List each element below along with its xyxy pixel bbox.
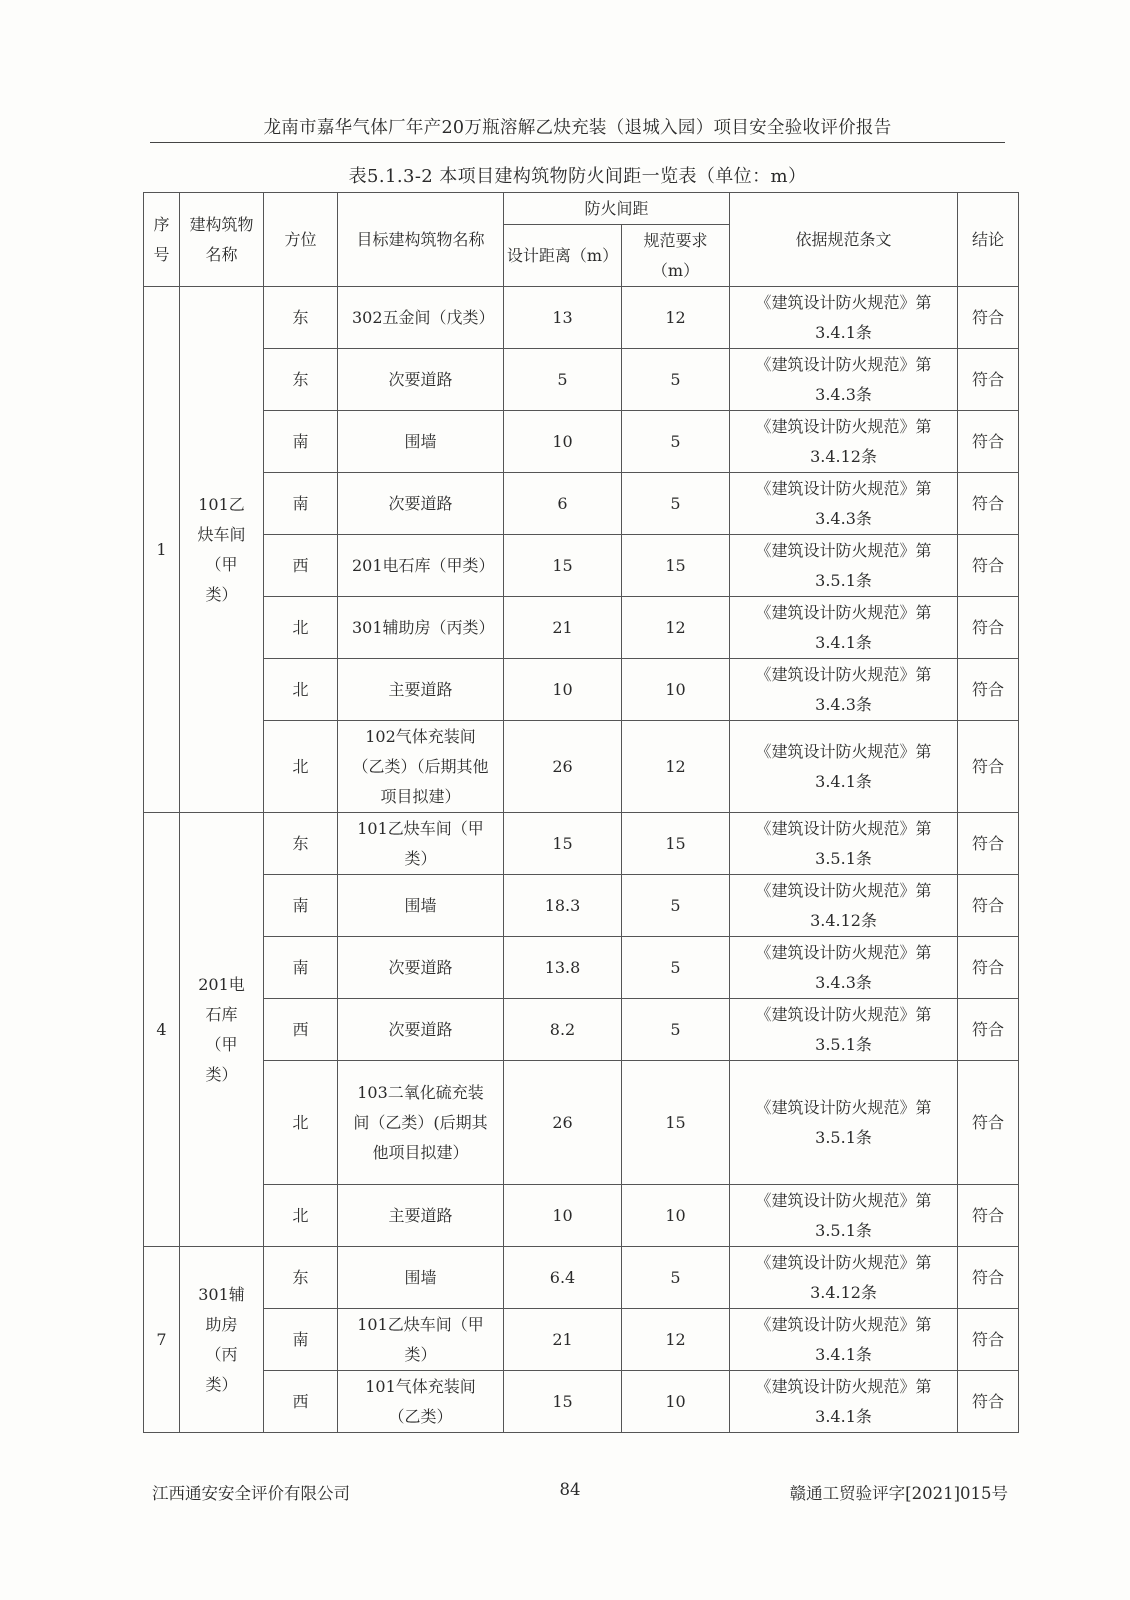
table-body — [144, 287, 1019, 1433]
col-header-design-distance: 设计距离（m） — [504, 225, 622, 287]
target-building-cell: 101气体充装间（乙类） — [338, 1371, 504, 1433]
table-row — [144, 875, 1019, 937]
direction-cell: 南 — [264, 937, 338, 999]
direction-cell: 北 — [264, 721, 338, 813]
required-distance-cell: 10 — [622, 659, 730, 721]
col-header-target: 目标建构筑物名称 — [338, 193, 504, 287]
conclusion-cell: 符合 — [958, 813, 1019, 875]
target-building-cell: 主要道路 — [338, 659, 504, 721]
header-divider — [150, 142, 1005, 143]
basis-cell: 《建筑设计防火规范》第3.4.12条 — [730, 411, 958, 473]
direction-cell: 北 — [264, 659, 338, 721]
basis-cell: 《建筑设计防火规范》第3.5.1条 — [730, 813, 958, 875]
target-building-cell: 301辅助房（丙类） — [338, 597, 504, 659]
direction-cell: 西 — [264, 999, 338, 1061]
direction-cell: 东 — [264, 349, 338, 411]
col-header-index: 序号 — [144, 193, 180, 287]
required-distance-cell: 12 — [622, 721, 730, 813]
basis-cell: 《建筑设计防火规范》第3.4.1条 — [730, 597, 958, 659]
direction-cell: 东 — [264, 1247, 338, 1309]
target-building-cell: 102气体充装间（乙类）（后期其他项目拟建） — [338, 721, 504, 813]
table-caption: 表5.1.3-2 本项目建构筑物防火间距一览表（单位：m） — [348, 166, 807, 187]
direction-cell: 南 — [264, 473, 338, 535]
direction-cell: 西 — [264, 535, 338, 597]
conclusion-cell: 符合 — [958, 1371, 1019, 1433]
required-distance-cell: 5 — [622, 1247, 730, 1309]
basis-cell: 《建筑设计防火规范》第3.4.1条 — [730, 287, 958, 349]
table-row — [144, 1061, 1019, 1185]
row-index: 1 — [144, 287, 180, 813]
design-distance-cell: 18.3 — [504, 875, 622, 937]
table-row — [144, 349, 1019, 411]
direction-cell: 西 — [264, 1371, 338, 1433]
required-distance-cell: 5 — [622, 875, 730, 937]
row-index: 7 — [144, 1247, 180, 1433]
conclusion-cell: 符合 — [958, 411, 1019, 473]
basis-cell: 《建筑设计防火规范》第3.4.3条 — [730, 937, 958, 999]
table-row — [144, 999, 1019, 1061]
direction-cell: 南 — [264, 411, 338, 473]
design-distance-cell: 26 — [504, 1061, 622, 1185]
design-distance-cell: 26 — [504, 721, 622, 813]
report-header-title: 龙南市嘉华气体厂年产20万瓶溶解乙炔充装（退城入园）项目安全验收评价报告 — [263, 118, 892, 138]
conclusion-cell: 符合 — [958, 1247, 1019, 1309]
target-building-cell: 次要道路 — [338, 349, 504, 411]
col-header-basis: 依据规范条文 — [730, 193, 958, 287]
conclusion-cell: 符合 — [958, 287, 1019, 349]
table-row — [144, 721, 1019, 813]
table-row — [144, 473, 1019, 535]
table-row — [144, 597, 1019, 659]
footer-report-number: 赣通工贸验评字[2021]015号 — [789, 1484, 1008, 1503]
required-distance-cell: 10 — [622, 1371, 730, 1433]
table-row — [144, 937, 1019, 999]
direction-cell: 南 — [264, 875, 338, 937]
basis-cell: 《建筑设计防火规范》第3.4.3条 — [730, 349, 958, 411]
conclusion-cell: 符合 — [958, 659, 1019, 721]
table-row — [144, 1371, 1019, 1433]
conclusion-cell: 符合 — [958, 721, 1019, 813]
conclusion-cell: 符合 — [958, 535, 1019, 597]
direction-cell: 北 — [264, 1061, 338, 1185]
target-building-cell: 主要道路 — [338, 1185, 504, 1247]
basis-cell: 《建筑设计防火规范》第3.5.1条 — [730, 1185, 958, 1247]
required-distance-cell: 12 — [622, 597, 730, 659]
target-building-cell: 次要道路 — [338, 937, 504, 999]
target-building-cell: 103二氧化硫充装间（乙类）(后期其他项目拟建） — [338, 1061, 504, 1185]
required-distance-cell: 5 — [622, 411, 730, 473]
direction-cell: 东 — [264, 813, 338, 875]
basis-cell: 《建筑设计防火规范》第3.4.3条 — [730, 473, 958, 535]
target-building-cell: 201电石库（甲类） — [338, 535, 504, 597]
basis-cell: 《建筑设计防火规范》第3.4.1条 — [730, 1371, 958, 1433]
target-building-cell: 围墙 — [338, 875, 504, 937]
target-building-cell: 101乙炔车间（甲类） — [338, 1309, 504, 1371]
building-name: 201电石库（甲类） — [180, 813, 264, 1247]
row-index: 4 — [144, 813, 180, 1247]
design-distance-cell: 13 — [504, 287, 622, 349]
conclusion-cell: 符合 — [958, 1061, 1019, 1185]
direction-cell: 东 — [264, 287, 338, 349]
basis-cell: 《建筑设计防火规范》第3.4.3条 — [730, 659, 958, 721]
conclusion-cell: 符合 — [958, 1185, 1019, 1247]
required-distance-cell: 15 — [622, 535, 730, 597]
col-header-building: 建构筑物名称 — [180, 193, 264, 287]
target-building-cell: 次要道路 — [338, 473, 504, 535]
col-header-required-distance: 规范要求（m） — [622, 225, 730, 287]
basis-cell: 《建筑设计防火规范》第3.4.12条 — [730, 875, 958, 937]
design-distance-cell: 8.2 — [504, 999, 622, 1061]
required-distance-cell: 5 — [622, 473, 730, 535]
conclusion-cell: 符合 — [958, 349, 1019, 411]
direction-cell: 北 — [264, 1185, 338, 1247]
design-distance-cell: 21 — [504, 1309, 622, 1371]
required-distance-cell: 5 — [622, 999, 730, 1061]
design-distance-cell: 6.4 — [504, 1247, 622, 1309]
design-distance-cell: 15 — [504, 813, 622, 875]
conclusion-cell: 符合 — [958, 937, 1019, 999]
direction-cell: 南 — [264, 1309, 338, 1371]
design-distance-cell: 5 — [504, 349, 622, 411]
required-distance-cell: 5 — [622, 349, 730, 411]
table-row — [144, 1247, 1019, 1309]
design-distance-cell: 6 — [504, 473, 622, 535]
building-name: 101乙炔车间（甲类） — [180, 287, 264, 813]
table-row — [144, 535, 1019, 597]
target-building-cell: 围墙 — [338, 411, 504, 473]
design-distance-cell: 10 — [504, 659, 622, 721]
col-header-conclusion: 结论 — [958, 193, 1019, 287]
target-building-cell: 101乙炔车间（甲类） — [338, 813, 504, 875]
design-distance-cell: 15 — [504, 1371, 622, 1433]
required-distance-cell: 15 — [622, 1061, 730, 1185]
target-building-cell: 302五金间（戊类） — [338, 287, 504, 349]
table-row — [144, 813, 1019, 875]
col-header-direction: 方位 — [264, 193, 338, 287]
direction-cell: 北 — [264, 597, 338, 659]
basis-cell: 《建筑设计防火规范》第3.5.1条 — [730, 999, 958, 1061]
conclusion-cell: 符合 — [958, 999, 1019, 1061]
basis-cell: 《建筑设计防火规范》第3.4.1条 — [730, 721, 958, 813]
basis-cell: 《建筑设计防火规范》第3.4.12条 — [730, 1247, 958, 1309]
required-distance-cell: 12 — [622, 287, 730, 349]
fire-distance-table — [143, 192, 1019, 1433]
conclusion-cell: 符合 — [958, 597, 1019, 659]
table-row — [144, 287, 1019, 349]
design-distance-cell: 10 — [504, 1185, 622, 1247]
basis-cell: 《建筑设计防火规范》第3.4.1条 — [730, 1309, 958, 1371]
table-row — [144, 659, 1019, 721]
design-distance-cell: 15 — [504, 535, 622, 597]
required-distance-cell: 15 — [622, 813, 730, 875]
conclusion-cell: 符合 — [958, 473, 1019, 535]
footer-page-number: 84 — [559, 1480, 581, 1499]
table-row — [144, 1309, 1019, 1371]
design-distance-cell: 21 — [504, 597, 622, 659]
required-distance-cell: 12 — [622, 1309, 730, 1371]
table-row — [144, 411, 1019, 473]
col-header-fire-distance: 防火间距 — [504, 193, 730, 225]
footer-company: 江西通安安全评价有限公司 — [152, 1484, 350, 1503]
required-distance-cell: 10 — [622, 1185, 730, 1247]
table-row — [144, 1185, 1019, 1247]
target-building-cell: 围墙 — [338, 1247, 504, 1309]
required-distance-cell: 5 — [622, 937, 730, 999]
building-name: 301辅助房（丙类） — [180, 1247, 264, 1433]
basis-cell: 《建筑设计防火规范》第3.5.1条 — [730, 535, 958, 597]
basis-cell: 《建筑设计防火规范》第3.5.1条 — [730, 1061, 958, 1185]
design-distance-cell: 10 — [504, 411, 622, 473]
conclusion-cell: 符合 — [958, 1309, 1019, 1371]
design-distance-cell: 13.8 — [504, 937, 622, 999]
target-building-cell: 次要道路 — [338, 999, 504, 1061]
conclusion-cell: 符合 — [958, 875, 1019, 937]
